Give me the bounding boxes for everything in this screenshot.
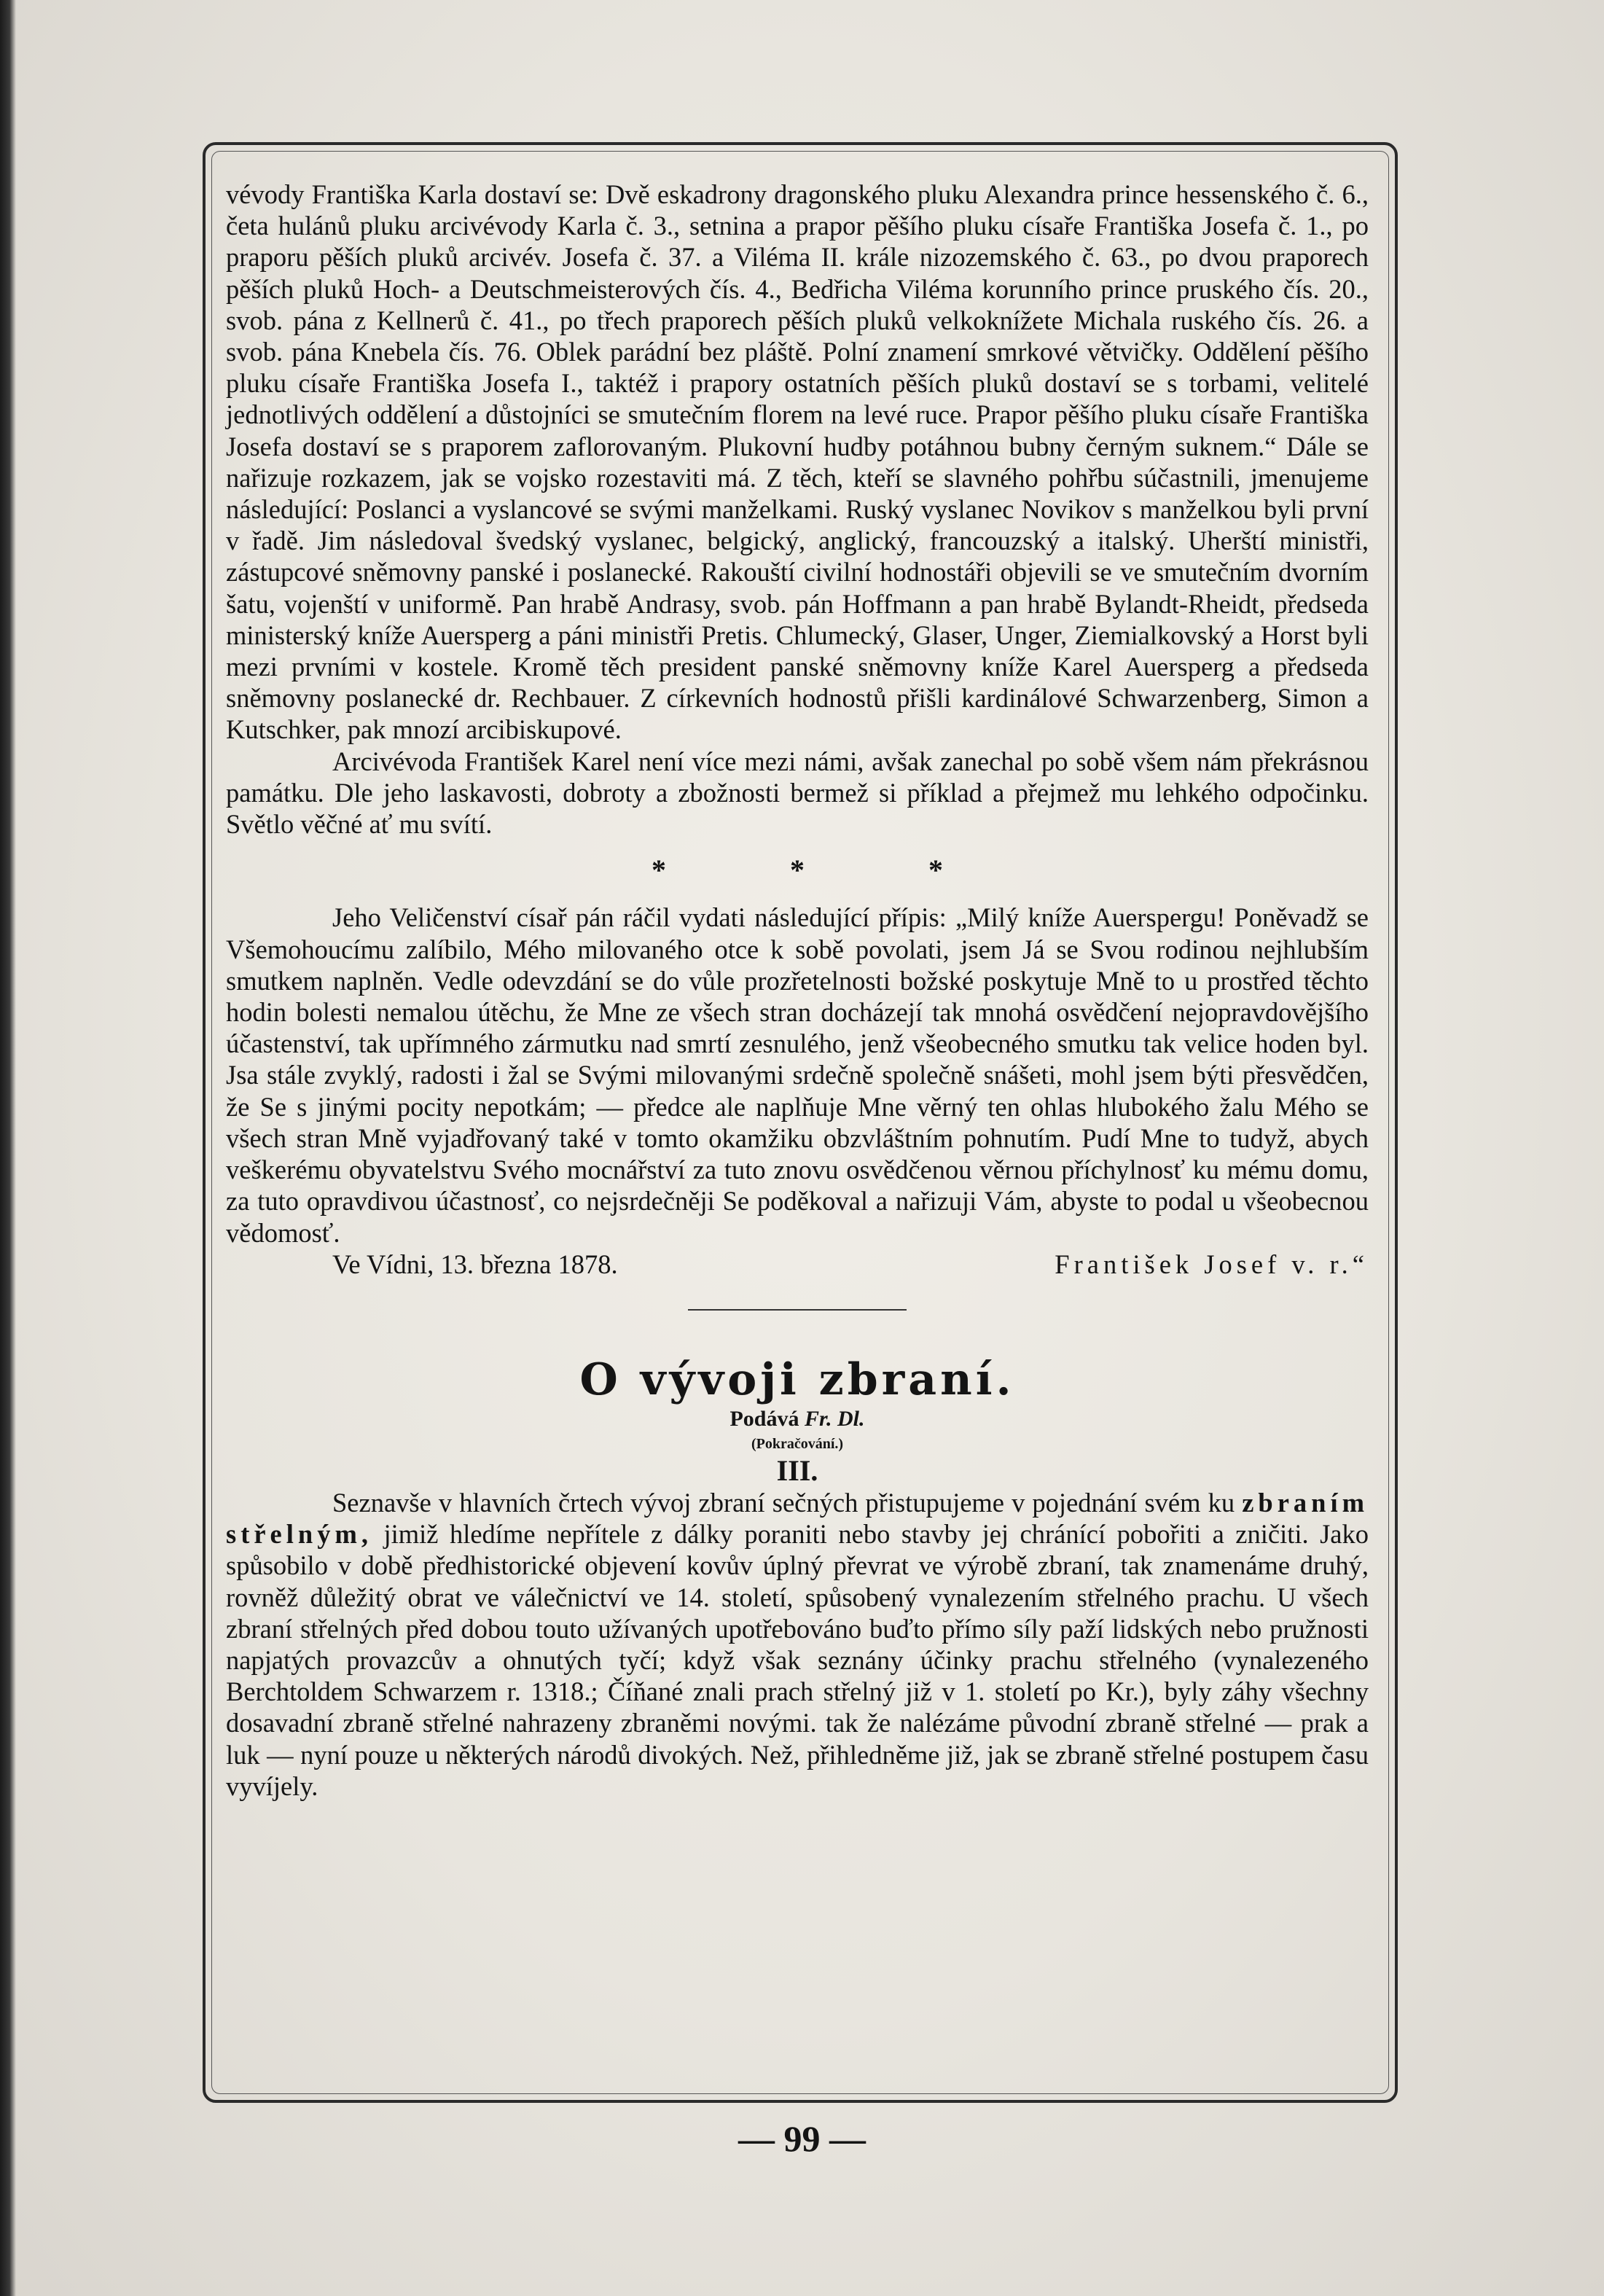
article-emphasis: zbraním střelným, [226,1487,1369,1550]
article-paragraph [226,1487,1369,1802]
closing-paragraph: Arcivévoda František Karel není více mezi námi, avšak zanechal po sobě všem nám překrásnou památku. Dle jeho laskavosti, dobroty a zbožnosti bermež si příklad a přejmež mu lehkého odpočinku. Světlo věčné ať mu svítí. [226,746,1369,840]
byline-author: Fr. Dl. [804,1406,865,1431]
divider-rule [688,1309,907,1311]
byline-prefix: Podává [729,1406,799,1431]
continued-note: (Pokračování.) [751,1435,844,1452]
letter-signature: František Josef v. r.“ [1055,1249,1369,1279]
article-text-part2: jimiž hledíme nepřítele z dálky poraniti nebo stavby jej chránící pobořiti a zničiti. Jako spůsobilo v době předhistorické objevení kovův úplný převrat ve výrobě zbraní, tak znamenáme druhý, rovněž důležitý obrat ve válečnictví ve 14. století, spůsobený vynalezením střelného prachu. U všech zbraní střelných před dobou touto užívaných upotřebováno buďto přímo síly paží lidských nebo pružnosti napjatých provazcův a ohnutých tyčí; když však seznány účinky prachu střelného (vynalezeného Berchtoldem Schwarzem r. 1318.; Číňané znali prach střelný již v 1. století po Kr.), byly záhy všechny dosavadní zbraně střelné nahrazeny zbraněmi novými. tak že nalézáme původní zbraně střelné — prak a luk — nyní pouze u některých národů divokých. Než, přihledněme již, jak se zbraně střelné postupem času vyvíjely. [226,1519,1369,1801]
letter-signoff [226,1249,1369,1280]
continuation-paragraph: vévody Františka Karla dostaví se: Dvě eskadrony dragonského pluku Alexandra prince hessenského č. 6., četa hulánů pluku arcivévody Karla č. 3., setnina a prapor pěšího pluku císaře Františka Josefa č. 1., po praporu pěších pluků arcivév. Josefa č. 37. a Viléma II. krále nizozemského č. 63., po dvou praporech pěších pluků Hoch- a Deutschmeisterových čís. 4., Bedřicha Viléma korunního prince pruského čís. 20., svob. pána z Kellnerů č. 41., po třech praporech pěších pluků velkoknížete Michala ruského čís. 26. a svob. pána Knebela čís. 76. Oblek parádní bez pláště. Polní znamení smrkové větvičky. Oddělení pěšího pluku císaře Františka Josefa I., taktéž i prapory ostatních pěších pluků dostaví se s torbami, velitelé jednotlivých oddělení a důstojníci se smutečním florem na levé ruce. Prapor pěšího pluku císaře Františka Josefa dostaví se s praporem zaflorovaným. Plukovní hudby potáhnou bubny černým suknem.“ Dále se nařizuje rozkazem, jak se vojsko rozestaviti má. Z těch, kteří se slavného pohřbu súčastnili, jmenujeme následující: Poslanci a vyslancové se svými manželkami. Ruský vyslanec Novikov s manželkou byli první v řadě. Jim následoval švedský vyslanec, belgický, anglický, francouzský a italský. Uherští ministři, zástupcové sněmovny panské i poslanecké. Rakouští civilní hodnostáři objevili se ve smutečním dvorním šatu, vojenští v uniformě. Pan hrabě Andrasy, svob. pán Hoffmann a pan hrabě Bylandt-Rheidt, předseda ministerský kníže Auersperg a páni ministři Pretis. Chlumecký, Glaser, Unger, Ziemialkovský a Horst byli mezi prvními v kostele. Kromě těch president panské sněmovny kníže Karel Auersperg a předseda sněmovny poslanecké dr. Rechbauer. Z církevních hodnostů přišli kardinálové Schwarzenberg, Simon a Kutschker, pak mnozí arcibiskupové. [226,179,1369,745]
imperial-letter: Jeho Veličenství císař pán ráčil vydati následující přípis: „Milý kníže Auerspergu! Poněvadž se Všemohoucímu zalíbilo, Mého milovaného otce k sobě povolati, jsem Já se Svou rodinou nejhlubším smutkem naplněn. Vedle odevzdání se do vůle prozřetelnosti božské poskytuje Mně to u prostřed těchto hodin bolesti nemalou útěchu, že Mne ze všech stran docházejí tak mnohá osvědčení nejopravdovějšího účastenství, tak upřímného zármutku nad smrtí zesnulého, jenž všeobecného smutku tak velice hoden byl. Jsa stále zvyklý, radosti i žal se Svými milovanými srdečně společně snášeti, mohl jsem býti přesvědčen, že Se s jinými pocity nepotkám; — předce ale naplňuje Mne věrný ten ohlas hlubokého žalu Mého se všech stran Mně vyjadřovaný také v tomto okamžiku obzvláštním pohnutím. Pudí Mne to tudyž, abych veškerému obyvatelstvu Svého mocnářství za tuto znovu osvědčenou věrnou příchylnosť ku mému domu, za tuto opravdivou účastnosť, co nejsrdečněji Se poděkoval a nařizuji Vám, abyste to podal u všeobecnou vědomosť. [226,902,1369,1248]
section-separator: * * * [652,854,1001,887]
page-number: — 99 — [738,2118,866,2159]
article-title: O vývoji zbraní. [579,1354,1015,1405]
binding-edge [0,0,16,2296]
article-byline [226,1405,1369,1433]
article-text-part1: Seznavše v hlavních črtech vývoj zbraní sečných přistupujeme v pojednání svém ku [332,1487,1235,1518]
section-number: III. [776,1453,818,1487]
letter-place-date: Ve Vídni, 13. března 1878. [332,1249,618,1279]
page-content [226,179,1369,1802]
